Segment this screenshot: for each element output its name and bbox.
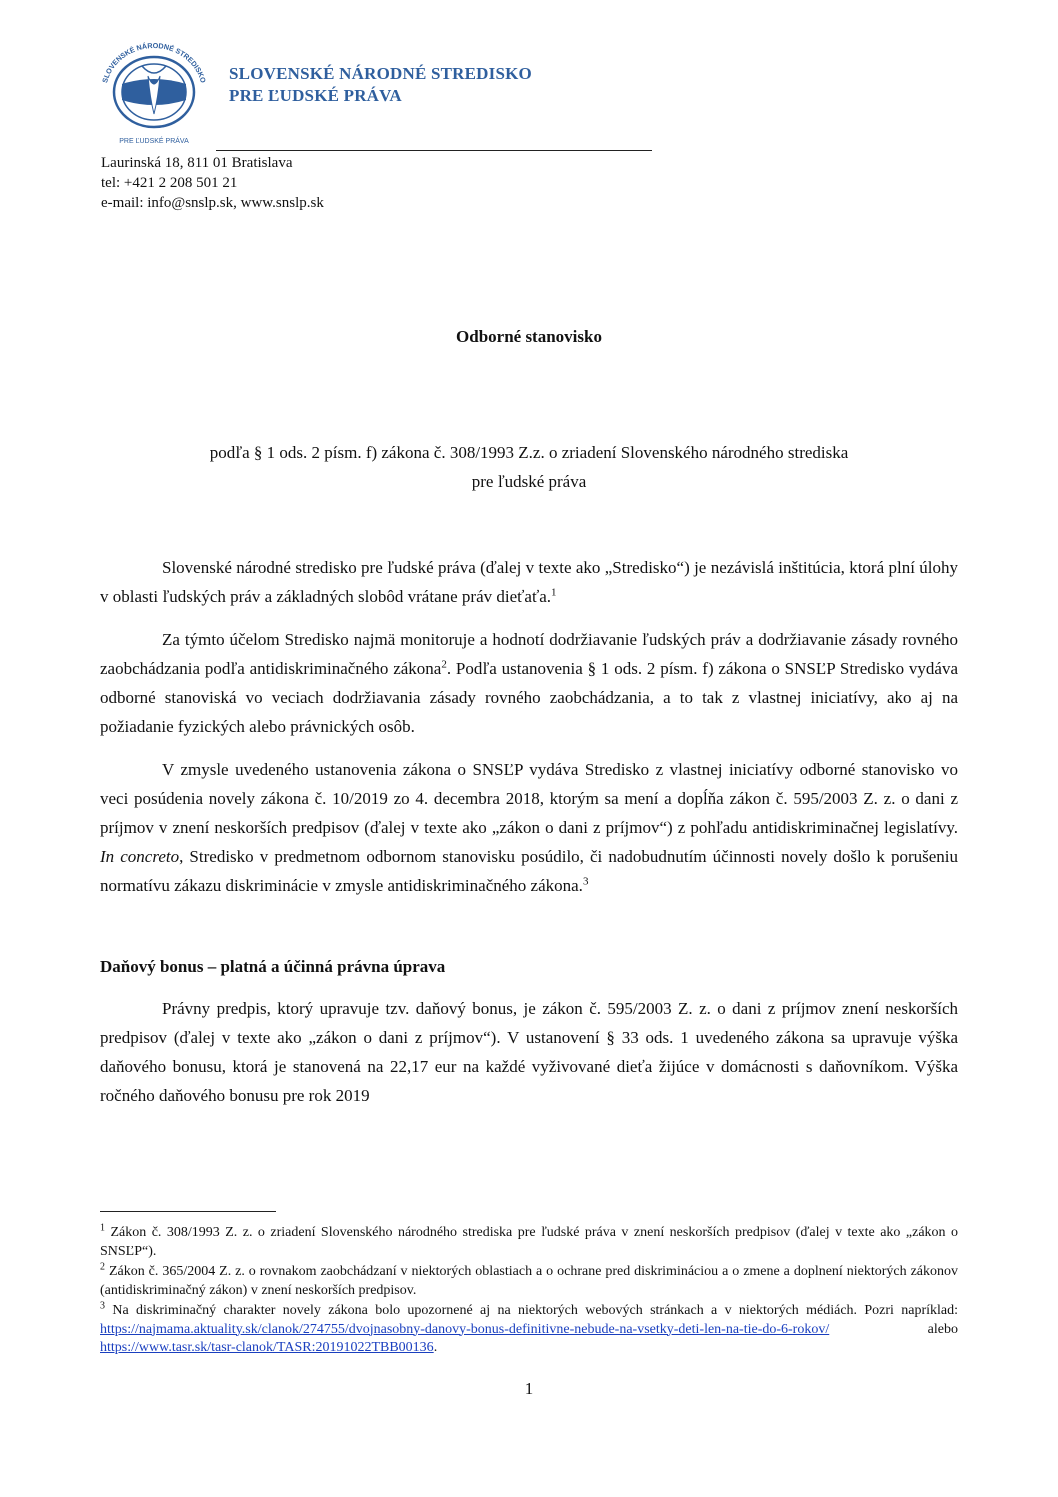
page-number: 1 bbox=[524, 1379, 534, 1398]
organization-name bbox=[229, 63, 532, 107]
document-subtitle bbox=[100, 438, 958, 496]
paragraph-2 bbox=[100, 625, 958, 741]
contact-block bbox=[101, 153, 324, 213]
paragraph-4: Právny predpis, ktorý upravuje tzv. daňový bonus, je zákon č. 595/2003 Z. z. o dani z príjmov znení neskorších predpisov (ďalej v texte ako „zákon o dani z príjmov“). V ustanovení § 33 ods. 1 uvedeného zákona sa upravuje výška daňového bonusu, ktorá je stanovená na 22,17 eur na každé vyživované dieťa žijúce v domácnosti s daňovníkom. Výška ročného daňového bonusu pre rok 2019 bbox=[100, 999, 958, 1105]
email: e-mail: info@snslp.sk, www.snslp.sk bbox=[101, 195, 324, 211]
paragraph-3-italic: In concreto bbox=[100, 847, 180, 866]
paragraph-3 bbox=[100, 755, 958, 900]
footnote-2 bbox=[100, 1263, 958, 1300]
footnote-2-text: Zákon č. 365/2004 Z. z. o rovnakom zaobchádzaní v niektorých oblastiach a o ochrane pred diskrimináciou a o zmene a doplnení niektorých zákonov (antidiskriminačný zákon) v znení neskorších predpisov. bbox=[100, 1264, 958, 1298]
subtitle-line-1: podľa § 1 ods. 2 písm. f) zákona č. 308/1993 Z.z. o zriadení Slovenského národného strediska bbox=[209, 443, 849, 462]
footnote-3-text: Na diskriminačný charakter novely zákona bolo upozornené aj na niektorých webových stránkach a v niektorých médiách. Pozri napríklad: bbox=[112, 1303, 959, 1318]
paragraph-3-text-b: , Stredisko v predmetnom odbornom stanovisku posúdilo, či nadobudnutím účinnosti novely došlo k porušeniu normatívu zákazu diskriminácie v zmysle antidiskriminačného zákona. bbox=[100, 847, 958, 895]
paragraph-3-text-a: V zmysle uvedeného ustanovenia zákona o SNSĽP vydáva Stredisko z vlastnej iniciatívy odborné stanovisko vo veci posúdenia novely zákona č. 10/2019 zo 4. decembra 2018, ktorým sa mení a dopĺňa zákon č. 595/2003 Z. z. o dani z príjmov v znení neskorších predpisov (ďalej v texte ako „zákon o dani z príjmov“) z pohľadu antidiskriminačnej legislatívy. bbox=[100, 760, 958, 837]
footnote-1 bbox=[100, 1224, 958, 1261]
footnote-ref-3[interactable]: 3 bbox=[582, 875, 589, 888]
paragraph-1-text: Slovenské národné stredisko pre ľudské práva (ďalej v texte ako „Stredisko“) je nezávislá inštitúcia, ktorá plní úlohy v oblasti ľudských práv a základných slobôd vrátane práv dieťaťa. bbox=[100, 558, 958, 606]
footnote-1-number: 1 bbox=[100, 1222, 105, 1234]
address: Laurinská 18, 811 01 Bratislava bbox=[101, 155, 293, 171]
footnote-divider bbox=[100, 1211, 276, 1212]
paragraph-2-text-b: . Podľa ustanovenia § 1 ods. 2 písm. f) zákona o SNSĽP Stredisko vydáva odborné stanoviská vo veciach dodržiavania zásady rovného zaobchádzania, a to tak z vlastnej iniciatívy, ako aj na požiadanie fyzických alebo právnických osôb. bbox=[100, 659, 958, 736]
footnote-3-separator: alebo bbox=[829, 1321, 958, 1337]
footnote-3-number: 3 bbox=[100, 1300, 105, 1312]
paragraph-1 bbox=[100, 553, 958, 611]
footnote-2-number: 2 bbox=[100, 1261, 105, 1273]
footnote-3-end: . bbox=[433, 1340, 438, 1355]
org-line-2: PRE ĽUDSKÉ PRÁVA bbox=[229, 86, 402, 105]
paragraph-2-text-a: Za týmto účelom Stredisko najmä monitoruje a hodnotí dodržiavanie ľudských práv a dodržiavanie zásady rovného zaobchádzania podľa antidiskriminačného zákona bbox=[100, 630, 958, 678]
org-line-1: SLOVENSKÉ NÁRODNÉ STREDISKO bbox=[229, 64, 532, 83]
subtitle-line-2: pre ľudské práva bbox=[471, 472, 587, 491]
section-heading: Daňový bonus – platná a účinná právna úprava bbox=[100, 957, 446, 976]
snslp-logo bbox=[92, 36, 216, 148]
header-divider bbox=[216, 150, 652, 151]
footnotes bbox=[100, 1224, 958, 1360]
logo-bottom-text: PRE ĽUDSKÉ PRÁVA bbox=[119, 138, 189, 145]
footnote-3-link-najmama[interactable]: https://najmama.aktuality.sk/clanok/274755/dvojnasobny-danovy-bonus-definitivne-nebude-na-vsetky-deti-len-na-tie-do-6-rokov/ bbox=[100, 1321, 830, 1337]
footnote-1-text: Zákon č. 308/1993 Z. z. o zriadení Slovenského národného strediska pre ľudské práva v znení neskorších predpisov (ďalej v texte ako „zákon o SNSĽP“). bbox=[100, 1225, 958, 1259]
logo-arc-text: SLOVENSKÉ NÁRODNÉ STREDISKO bbox=[100, 40, 208, 84]
footnote-3 bbox=[100, 1302, 958, 1358]
phone: tel: +421 2 208 501 21 bbox=[101, 175, 238, 191]
footnote-ref-1[interactable]: 1 bbox=[551, 586, 557, 599]
footnote-ref-2[interactable]: 2 bbox=[441, 658, 447, 671]
document-title: Odborné stanovisko bbox=[456, 327, 602, 346]
footnote-3-link-tasr[interactable]: https://www.tasr.sk/tasr-clanok/TASR:20191022TBB00136 bbox=[100, 1340, 434, 1355]
document-body bbox=[100, 553, 958, 1124]
